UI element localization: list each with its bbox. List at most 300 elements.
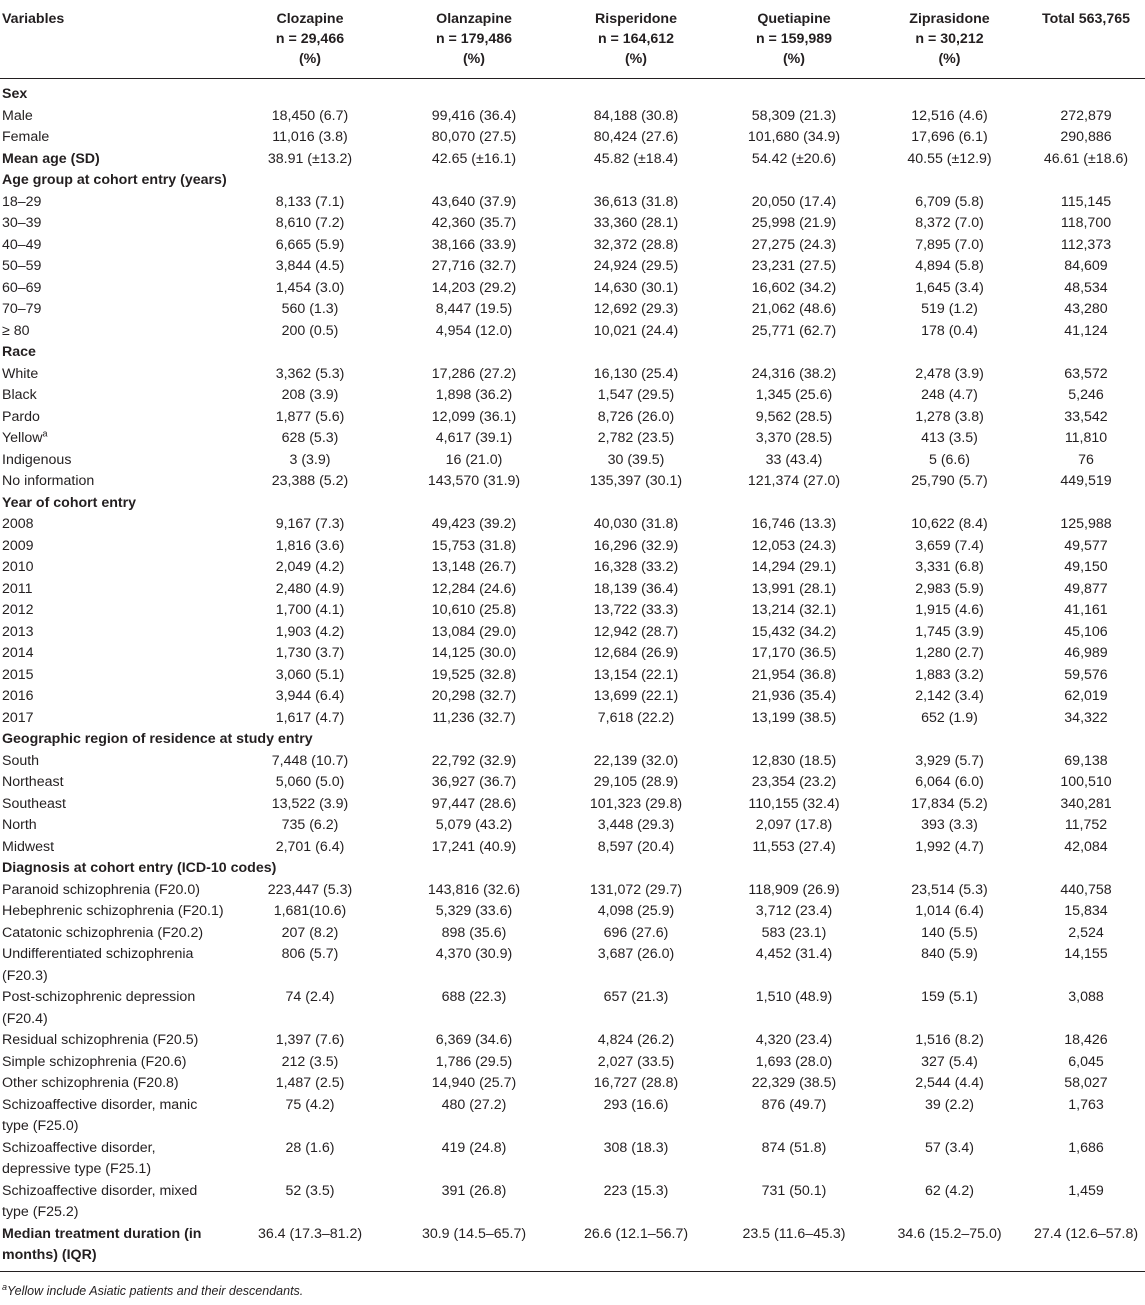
row-label	[0, 428, 228, 450]
table-cell: 121,374 (27.0)	[747, 473, 841, 489]
table-cell: 16,602 (34.2)	[751, 279, 837, 296]
section-row	[0, 170, 1145, 192]
table-cell: 4,452 (31.4)	[755, 946, 833, 962]
table-cell: 18,450 (6.7)	[271, 107, 349, 124]
table-cell: 25,998 (21.9)	[751, 215, 837, 231]
section-label: Year of cohort entry	[2, 494, 137, 511]
table-row	[0, 149, 1145, 171]
table-cell: 16,296 (32.9)	[593, 537, 679, 554]
table-cell: 8,726 (26.0)	[597, 408, 675, 425]
table-cell: 3,370 (28.5)	[755, 430, 833, 446]
table-cell: 12,692 (29.3)	[593, 301, 679, 317]
table-cell: 11,553 (27.4)	[752, 838, 836, 855]
row-label	[0, 106, 228, 128]
table-cell: 19,525 (32.8)	[431, 666, 517, 683]
table-cell: 12,053 (24.3)	[751, 537, 837, 554]
table-row	[0, 471, 1145, 493]
table-cell: 80,070 (27.5)	[431, 129, 517, 145]
table-cell: 118,909 (26.9)	[748, 881, 840, 898]
table-cell: 5,060 (5.0)	[275, 774, 345, 790]
table-cell: 48,534	[1064, 279, 1108, 296]
table-cell: 272,879	[1060, 107, 1112, 124]
table-cell: 143,570 (31.9)	[427, 473, 521, 489]
table-cell: 1,278 (3.8)	[915, 408, 984, 425]
table-cell: 1,681(10.6)	[273, 903, 347, 919]
table-cell: 62 (4.2)	[925, 1182, 974, 1199]
row-label	[0, 579, 228, 601]
row-label	[0, 471, 228, 493]
section-row	[0, 493, 1145, 515]
table-cell: 118,700	[1060, 215, 1112, 231]
header-line: n = 179,486	[435, 31, 513, 47]
table-cell: 413 (3.5)	[921, 430, 978, 446]
table-cell: 23,354 (23.2)	[751, 774, 837, 790]
table-cell: 735 (6.2)	[281, 817, 339, 833]
row-label	[0, 880, 228, 902]
row-label	[0, 407, 228, 429]
row-label	[0, 1224, 228, 1272]
table-cell: 30 (39.5)	[607, 451, 665, 468]
table-cell: 12,942 (28.7)	[593, 623, 679, 640]
row-label-text: 2014	[2, 645, 34, 661]
table-cell: 290,886	[1060, 129, 1112, 145]
row-label-text: 2012	[2, 602, 34, 618]
table-cell: 2,049 (4.2)	[275, 559, 345, 575]
table-cell: 1,903 (4.2)	[275, 623, 345, 640]
table-cell: 21,936 (35.4)	[751, 688, 837, 704]
table-cell: 419 (24.8)	[441, 1139, 507, 1156]
table-cell: 652 (1.9)	[921, 709, 978, 726]
table-cell: 4,617 (39.1)	[435, 430, 513, 446]
row-label-text: 2009	[2, 537, 34, 554]
row-label	[0, 665, 228, 687]
table-cell: 13,522 (3.9)	[271, 795, 349, 812]
row-label	[0, 987, 228, 1030]
table-cell: 24,924 (29.5)	[593, 258, 679, 274]
row-label	[0, 622, 228, 644]
table-cell: 46.61 (±18.6)	[1043, 150, 1129, 167]
row-label	[0, 600, 228, 622]
table-cell: 42.65 (±16.1)	[431, 150, 517, 167]
row-label-text: 2016	[2, 688, 34, 704]
header-line: (%)	[938, 51, 961, 67]
table-row	[0, 665, 1145, 687]
section-row	[0, 729, 1145, 751]
table-cell: 15,834	[1064, 903, 1108, 919]
table-body	[0, 79, 1145, 1272]
table-row	[0, 751, 1145, 773]
table-cell: 1,280 (2.7)	[915, 645, 984, 661]
table-cell: 3,362 (5.3)	[275, 365, 345, 382]
table-cell: 26.6 (12.1–56.7)	[583, 1225, 689, 1242]
table-cell: 13,199 (38.5)	[751, 709, 837, 726]
table-row	[0, 192, 1145, 214]
table-row	[0, 708, 1145, 730]
table-cell: 8,447 (19.5)	[435, 301, 513, 317]
header-line: Total 563,765	[1041, 11, 1131, 27]
table-cell: 583 (23.1)	[761, 924, 827, 941]
header-line: Variables	[2, 11, 65, 27]
row-label	[0, 364, 228, 386]
table-cell: 63,572	[1064, 365, 1108, 382]
header-line: n = 159,989	[755, 31, 833, 47]
table-cell: 84,609	[1064, 258, 1108, 274]
table-cell: 440,758	[1060, 881, 1112, 898]
table-cell: 45.82 (±18.4)	[593, 150, 679, 167]
row-label	[0, 514, 228, 536]
table-cell: 39 (2.2)	[925, 1096, 974, 1113]
table-cell: 2,478 (3.9)	[915, 365, 984, 382]
table-cell: 207 (8.2)	[281, 924, 339, 941]
table-cell: 52 (3.5)	[285, 1182, 335, 1199]
table-cell: 17,834 (5.2)	[911, 795, 988, 812]
table-cell: 2,983 (5.9)	[915, 580, 984, 597]
row-label	[0, 751, 228, 773]
table-cell: 43,640 (37.9)	[431, 193, 517, 210]
table-row	[0, 213, 1145, 235]
row-label-text: 60–69	[2, 279, 42, 296]
row-label	[0, 213, 228, 235]
table-cell: 1,877 (5.6)	[275, 408, 345, 425]
table-cell: 17,286 (27.2)	[431, 365, 517, 382]
table-cell: 18,426	[1064, 1032, 1108, 1048]
table-row	[0, 514, 1145, 536]
header-line: Olanzapine	[436, 11, 512, 27]
row-label-text: 2015	[2, 666, 34, 683]
table-cell: 16,746 (13.3)	[751, 516, 837, 532]
table-cell: 33,360 (28.1)	[593, 215, 679, 231]
table-cell: 628 (5.3)	[281, 430, 339, 446]
header-line: Risperidone	[595, 11, 677, 27]
table-cell: 1,345 (25.6)	[755, 387, 833, 403]
table-cell: 22,139 (32.0)	[593, 752, 679, 769]
table-cell: 13,214 (32.1)	[751, 602, 837, 618]
table-cell: 59,576	[1064, 666, 1108, 683]
row-label	[0, 686, 228, 708]
table-cell: 38.91 (±13.2)	[267, 150, 353, 167]
table-cell: 101,680 (34.9)	[747, 129, 841, 145]
table-cell: 806 (5.7)	[281, 946, 339, 962]
row-label-text: 2008	[2, 516, 34, 532]
table-cell: 393 (3.3)	[921, 817, 978, 833]
table-cell: 391 (26.8)	[441, 1182, 507, 1199]
table-row	[0, 1181, 1145, 1224]
table-cell: 21,954 (36.8)	[751, 666, 837, 683]
table-cell: 84,188 (30.8)	[593, 107, 679, 124]
table-cell: 1,510 (48.9)	[755, 989, 833, 1005]
row-label	[0, 901, 228, 923]
row-label-text: Other schizophrenia (F20.8)	[2, 1075, 179, 1091]
row-label-text: ≥ 80	[2, 322, 30, 339]
table-cell: 135,397 (30.1)	[589, 473, 683, 489]
table-cell: 101,323 (29.8)	[589, 795, 683, 812]
table-cell: 23.5 (11.6–45.3)	[742, 1225, 846, 1242]
table-cell: 14,155	[1064, 946, 1108, 962]
table-cell: 36,927 (36.7)	[431, 774, 517, 790]
table-cell: 13,699 (22.1)	[593, 688, 679, 704]
table-row	[0, 643, 1145, 665]
table-cell: 3 (3.9)	[289, 451, 331, 468]
row-label-text: 18–29	[2, 193, 42, 210]
table-cell: 449,519	[1060, 473, 1112, 489]
table-cell: 11,016 (3.8)	[272, 129, 348, 145]
table-cell: 18,139 (36.4)	[593, 580, 679, 597]
table-cell: 140 (5.5)	[921, 924, 978, 941]
row-label-text: White	[2, 365, 39, 382]
table-cell: 178 (0.4)	[921, 322, 978, 339]
row-label	[0, 794, 228, 816]
section-row	[0, 858, 1145, 880]
header-line: n = 30,212	[915, 31, 984, 47]
row-label	[0, 192, 228, 214]
table-cell: 1,014 (6.4)	[915, 903, 984, 919]
table-cell: 23,231 (27.5)	[751, 258, 837, 274]
table-cell: 100,510	[1060, 774, 1112, 790]
table-cell: 17,170 (36.5)	[751, 645, 837, 661]
table-cell: 34,322	[1064, 709, 1108, 726]
table-cell: 10,622 (8.4)	[911, 516, 988, 532]
table-cell: 42,360 (35.7)	[431, 215, 517, 231]
table-cell: 110,155 (32.4)	[748, 795, 840, 812]
row-label-text: Pardo	[2, 408, 40, 425]
table-cell: 58,027	[1064, 1075, 1108, 1091]
table-cell: 731 (50.1)	[761, 1182, 827, 1199]
table-cell: 16,727 (28.8)	[593, 1075, 679, 1091]
table-cell: 23,388 (5.2)	[271, 473, 349, 489]
table-cell: 2,480 (4.9)	[275, 580, 345, 597]
table-cell: 293 (16.6)	[603, 1096, 669, 1113]
section-label: Age group at cohort entry (years)	[2, 172, 227, 188]
table-row	[0, 364, 1145, 386]
header-line: (%)	[782, 51, 806, 67]
table-cell: 1,898 (36.2)	[435, 387, 513, 403]
table-row	[0, 1030, 1145, 1052]
table-row	[0, 127, 1145, 149]
table-cell: 14,630 (30.1)	[593, 279, 679, 296]
table-cell: 15,432 (34.2)	[751, 623, 837, 640]
table-cell: 6,064 (6.0)	[915, 774, 984, 790]
row-label	[0, 1030, 228, 1052]
table-cell: 3,448 (29.3)	[597, 817, 675, 833]
row-label	[0, 278, 228, 300]
table-cell: 3,088	[1068, 989, 1104, 1005]
table-cell: 200 (0.5)	[281, 322, 339, 339]
table-cell: 4,370 (30.9)	[435, 946, 513, 962]
table-cell: 159 (5.1)	[921, 989, 978, 1005]
table-cell: 57 (3.4)	[925, 1139, 974, 1156]
table-cell: 14,125 (30.0)	[431, 645, 517, 661]
header-line: n = 29,466	[275, 31, 345, 47]
table-row	[0, 686, 1145, 708]
table-cell: 1,786 (29.5)	[435, 1053, 513, 1070]
table-cell: 25,771 (62.7)	[751, 322, 837, 339]
row-label-text: Mean age (SD)	[2, 150, 100, 167]
table-cell: 42,084	[1064, 838, 1108, 855]
table-row	[0, 321, 1145, 343]
table-cell: 7,448 (10.7)	[271, 752, 349, 769]
table-cell: 3,944 (6.4)	[275, 688, 345, 704]
row-label	[0, 923, 228, 945]
table-cell: 1,700 (4.1)	[275, 602, 345, 618]
row-label-text: Post-schizophrenic depression (F20.4)	[2, 989, 196, 1027]
row-label-text: Schizoaffective disorder, manic type (F25.0)	[2, 1096, 198, 1134]
table-row	[0, 557, 1145, 579]
row-label-text: 30–39	[2, 215, 42, 231]
row-label	[0, 1073, 228, 1095]
row-label-text: Simple schizophrenia (F20.6)	[2, 1053, 187, 1070]
table-cell: 8,133 (7.1)	[275, 193, 345, 210]
table-cell: 49,877	[1064, 580, 1108, 597]
table-cell: 13,084 (29.0)	[431, 623, 517, 640]
table-cell: 45,106	[1064, 623, 1108, 640]
row-label-text: 2017	[2, 709, 34, 726]
table-cell: 24,316 (38.2)	[751, 365, 837, 382]
table-cell: 1,617 (4.7)	[275, 709, 345, 726]
table-cell: 41,161	[1064, 602, 1108, 618]
row-label	[0, 1181, 228, 1224]
table-cell: 54.42 (±20.6)	[751, 150, 837, 167]
table-cell: 38,166 (33.9)	[431, 236, 517, 253]
row-label-text: No information	[2, 473, 95, 489]
table-cell: 33,542	[1064, 408, 1108, 425]
row-label	[0, 127, 228, 149]
table-cell: 2,701 (6.4)	[275, 838, 345, 855]
table-cell: 1,454 (3.0)	[275, 279, 345, 296]
table-cell: 7,895 (7.0)	[915, 236, 984, 253]
table-cell: 340,281	[1060, 795, 1112, 812]
table-row	[0, 579, 1145, 601]
table-row	[0, 944, 1145, 987]
table-cell: 874 (51.8)	[761, 1139, 827, 1156]
header-line: (%)	[298, 51, 322, 67]
section-label: Geographic region of residence at study entry	[2, 731, 313, 747]
table-cell: 27,716 (32.7)	[431, 258, 517, 274]
table-cell: 688 (22.3)	[441, 989, 507, 1005]
row-label	[0, 1138, 228, 1181]
table-cell: 560 (1.3)	[281, 301, 339, 317]
row-label-text: Schizoaffective disorder, mixed type (F25.2)	[2, 1182, 198, 1220]
table-cell: 8,597 (20.4)	[597, 838, 675, 855]
row-label-text: 40–49	[2, 236, 42, 253]
section-row	[0, 79, 1145, 106]
table-row	[0, 880, 1145, 902]
table-row	[0, 1224, 1145, 1272]
table-cell: 9,167 (7.3)	[275, 516, 345, 532]
table-cell: 5,246	[1068, 387, 1104, 403]
row-label-text: South	[2, 752, 40, 769]
table-row	[0, 1052, 1145, 1074]
row-label	[0, 815, 228, 837]
section-label: Diagnosis at cohort entry (ICD-10 codes)	[2, 860, 277, 876]
table-row	[0, 385, 1145, 407]
table-cell: 23,514 (5.3)	[911, 881, 988, 898]
table-header-row	[0, 0, 1145, 79]
footnote-marker: a	[2, 1281, 8, 1292]
table-cell: 1,992 (4.7)	[915, 838, 984, 855]
table-row	[0, 794, 1145, 816]
table-cell: 69,138	[1064, 752, 1108, 769]
table-cell: 2,782 (23.5)	[597, 430, 675, 446]
table-cell: 125,988	[1060, 516, 1112, 532]
table-cell: 1,693 (28.0)	[755, 1053, 833, 1070]
table-cell: 3,331 (6.8)	[915, 559, 984, 575]
table-cell: 248 (4.7)	[921, 387, 978, 403]
table-cell: 16 (21.0)	[445, 451, 503, 468]
table-cell: 9,562 (28.5)	[755, 408, 833, 425]
table-cell: 12,684 (26.9)	[593, 645, 679, 661]
table-cell: 36.4 (17.3–81.2)	[257, 1225, 363, 1242]
table-cell: 4,098 (25.9)	[597, 903, 675, 919]
row-label	[0, 321, 228, 343]
row-label	[0, 643, 228, 665]
header-line: (%)	[462, 51, 486, 67]
section-row	[0, 342, 1145, 364]
table-cell: 33 (43.4)	[765, 451, 823, 468]
table-row	[0, 923, 1145, 945]
table-cell: 4,824 (26.2)	[597, 1032, 675, 1048]
table-cell: 5,079 (43.2)	[435, 817, 513, 833]
table-cell: 131,072 (29.7)	[589, 881, 683, 898]
table-cell: 14,294 (29.1)	[751, 559, 837, 575]
table-cell: 41,124	[1064, 322, 1108, 339]
table-row	[0, 256, 1145, 278]
table-cell: 2,544 (4.4)	[915, 1075, 984, 1091]
table-cell: 3,060 (5.1)	[275, 666, 345, 683]
table-row	[0, 815, 1145, 837]
table-cell: 1,645 (3.4)	[915, 279, 984, 296]
table-cell: 2,524	[1068, 924, 1104, 941]
footnote-ref: a	[42, 428, 48, 439]
table-cell: 1,516 (8.2)	[915, 1032, 984, 1048]
table-cell: 876 (49.7)	[761, 1096, 827, 1113]
row-label	[0, 385, 228, 407]
header-column	[716, 0, 872, 79]
header-column	[556, 0, 716, 79]
table-cell: 1,816 (3.6)	[275, 537, 345, 554]
table-cell: 49,577	[1064, 537, 1108, 554]
table-cell: 25,790 (5.7)	[911, 473, 988, 489]
table-row	[0, 987, 1145, 1030]
table-cell: 840 (5.9)	[921, 946, 978, 962]
section-label: Race	[2, 344, 36, 360]
table-cell: 6,665 (5.9)	[275, 236, 345, 253]
table-cell: 6,369 (34.6)	[435, 1032, 513, 1048]
table-cell: 480 (27.2)	[441, 1096, 507, 1113]
row-label-text: Indigenous	[2, 451, 72, 468]
table-cell: 34.6 (15.2–75.0)	[897, 1225, 1002, 1242]
header-line: Clozapine	[276, 11, 344, 27]
table-cell: 3,659 (7.4)	[915, 537, 984, 554]
table-cell: 30.9 (14.5–65.7)	[421, 1225, 527, 1242]
table-cell: 223 (15.3)	[603, 1182, 669, 1199]
table-row	[0, 837, 1145, 859]
header-column	[1027, 0, 1145, 79]
row-label-text: 50–59	[2, 258, 42, 274]
header-column	[392, 0, 556, 79]
header-variables	[0, 0, 228, 79]
row-label	[0, 536, 228, 558]
table-cell: 6,045	[1068, 1053, 1104, 1070]
header-column	[228, 0, 392, 79]
section-label: Sex	[2, 86, 28, 102]
row-label-text: Black	[2, 387, 37, 403]
row-label	[0, 1095, 228, 1138]
table-cell: 14,203 (29.2)	[431, 279, 517, 296]
table-cell: 208 (3.9)	[281, 387, 339, 403]
table-cell: 46,989	[1064, 645, 1108, 661]
table-cell: 13,154 (22.1)	[593, 666, 679, 683]
table-cell: 4,954 (12.0)	[435, 322, 513, 339]
